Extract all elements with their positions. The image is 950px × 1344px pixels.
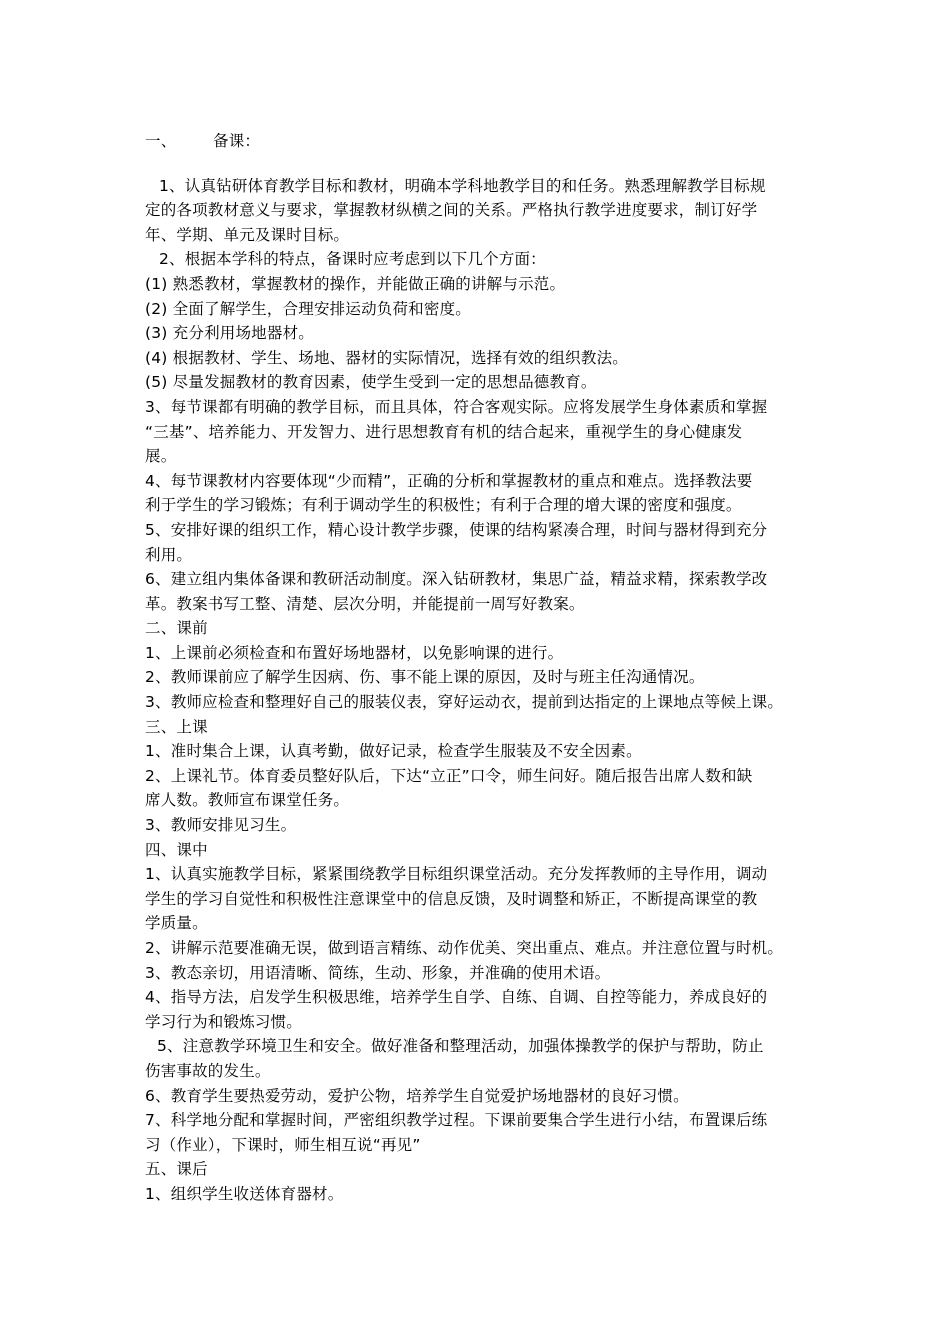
paragraph-line: 学生的学习自觉性和积极性注意课堂中的信息反馈，及时调整和矫正，不断提高课堂的教 [145, 889, 758, 908]
paragraph-line: 3、教师应检查和整理好自己的服装仪表，穿好运动衣，提前到达指定的上课地点等候上课。 [145, 693, 784, 712]
list-item: (5) 尽量发掘教材的教育因素，使学生受到一定的思想品德教育。 [145, 373, 597, 392]
section-heading: 二、课前 [145, 619, 208, 638]
section-heading-1 [145, 129, 820, 154]
section-heading: 四、课中 [145, 840, 208, 859]
paragraph-line: 4、指导方法，启发学生积极思维，培养学生自学、自练、自调、自控等能力，养成良好的 [145, 988, 768, 1007]
paragraph-line: 学习行为和锻炼习惯。 [145, 1012, 303, 1031]
paragraph-line: 5、安排好课的组织工作，精心设计教学步骤，使课的结构紧凑合理，时间与器材得到充分 [145, 520, 768, 539]
paragraph-line: 2、根据本学科的特点，备课时应考虑到以下几个方面： [159, 250, 546, 269]
paragraph-line: 利用。 [145, 545, 193, 564]
paragraph-line: 6、教育学生要热爱劳动，爱护公物，培养学生自觉爱护场地器材的良好习惯。 [145, 1086, 689, 1105]
paragraph-line: 2、上课礼节。体育委员整好队后，下达“立正”口令，师生问好。随后报告出席人数和缺 [145, 766, 753, 785]
paragraph-line: 伤害事故的发生。 [145, 1061, 271, 1080]
paragraph-line: 席人数。教师宣布课堂任务。 [145, 791, 350, 810]
paragraph-line: 年、学期、单元及课时目标。 [145, 225, 350, 244]
paragraph-line: 1、准时集合上课，认真考勤，做好记录，检查学生服装及不安全因素。 [145, 742, 642, 761]
paragraph-line: 展。 [145, 447, 177, 466]
paragraph-line: 学质量。 [145, 914, 208, 933]
paragraph-line: 2、讲解示范要准确无误，做到语言精练、动作优美、突出重点、难点。并注意位置与时机。 [145, 939, 784, 957]
list-item: (2) 全面了解学生，合理安排运动负荷和密度。 [145, 299, 471, 318]
list-item: (1) 熟悉教材，掌握教材的操作，并能做正确的讲解与示范。 [145, 274, 566, 293]
paragraph-line: 定的各项教材意义与要求，掌握教材纵横之间的关系。严格执行教学进度要求，制订好学 [145, 201, 758, 220]
paragraph-line: 3、教态亲切，用语清晰、简练，生动、形象，并准确的使用术语。 [145, 963, 611, 982]
paragraph-line: 1、认真钻研体育教学目标和教材，明确本学科地教学目的和任务。熟悉理解教学目标规 [159, 176, 766, 195]
paragraph-line: 习（作业），下课时，师生相互说“再见” [145, 1135, 421, 1154]
list-item: (3) 充分利用场地器材。 [145, 324, 314, 343]
paragraph-line: 5、注意教学环境卫生和安全。做好准备和整理活动，加强体操教学的保护与帮助，防止 [157, 1037, 764, 1056]
paragraph-line: “三基”、培养能力、开发智力、进行思想教育有机的结合起来，重视学生的身心健康发 [145, 422, 743, 441]
section-heading: 五、课后 [145, 1160, 208, 1179]
paragraph-line: 1、认真实施教学目标，紧紧围绕教学目标组织课堂活动。充分发挥教师的主导作用，调动 [145, 865, 768, 884]
paragraph-line: 3、每节课都有明确的教学目标，而且具体，符合客观实际。应将发展学生身体素质和掌握 [145, 397, 768, 416]
paragraph-line: 1、组织学生收送体育器材。 [145, 1184, 344, 1203]
section-heading: 三、上课 [145, 717, 208, 736]
paragraph-line: 7、科学地分配和掌握时间，严密组织教学过程。下课前要集合学生进行小结，布置课后练 [145, 1111, 768, 1130]
paragraph-line: 4、每节课教材内容要体现“少而精”，正确的分析和掌握教材的重点和难点。选择教法要 [145, 471, 753, 490]
list-item: (4) 根据教材、学生、场地、器材的实际情况，选择有效的组织教法。 [145, 348, 628, 367]
section-title: 备课： [213, 132, 261, 150]
paragraph-line: 2、教师课前应了解学生因病、伤、事不能上课的原因，及时与班主任沟通情况。 [145, 668, 705, 687]
section-number: 一、 [145, 132, 177, 150]
paragraph-line: 革。教案书写工整、清楚、层次分明，并能提前一周写好教案。 [145, 594, 585, 613]
paragraph-line: 利于学生的学习锻炼；有利于调动学生的积极性；有利于合理的增大课的密度和强度。 [145, 496, 742, 515]
paragraph-line: 3、教师安排见习生。 [145, 816, 297, 835]
document-body [145, 129, 820, 1207]
paragraph-line: 1、上课前必须检查和布置好场地器材，以免影响课的进行。 [145, 643, 564, 662]
spacer [145, 154, 820, 174]
paragraph-line: 6、建立组内集体备课和教研活动制度。深入钻研教材，集思广益，精益求精，探索教学改 [145, 570, 768, 589]
